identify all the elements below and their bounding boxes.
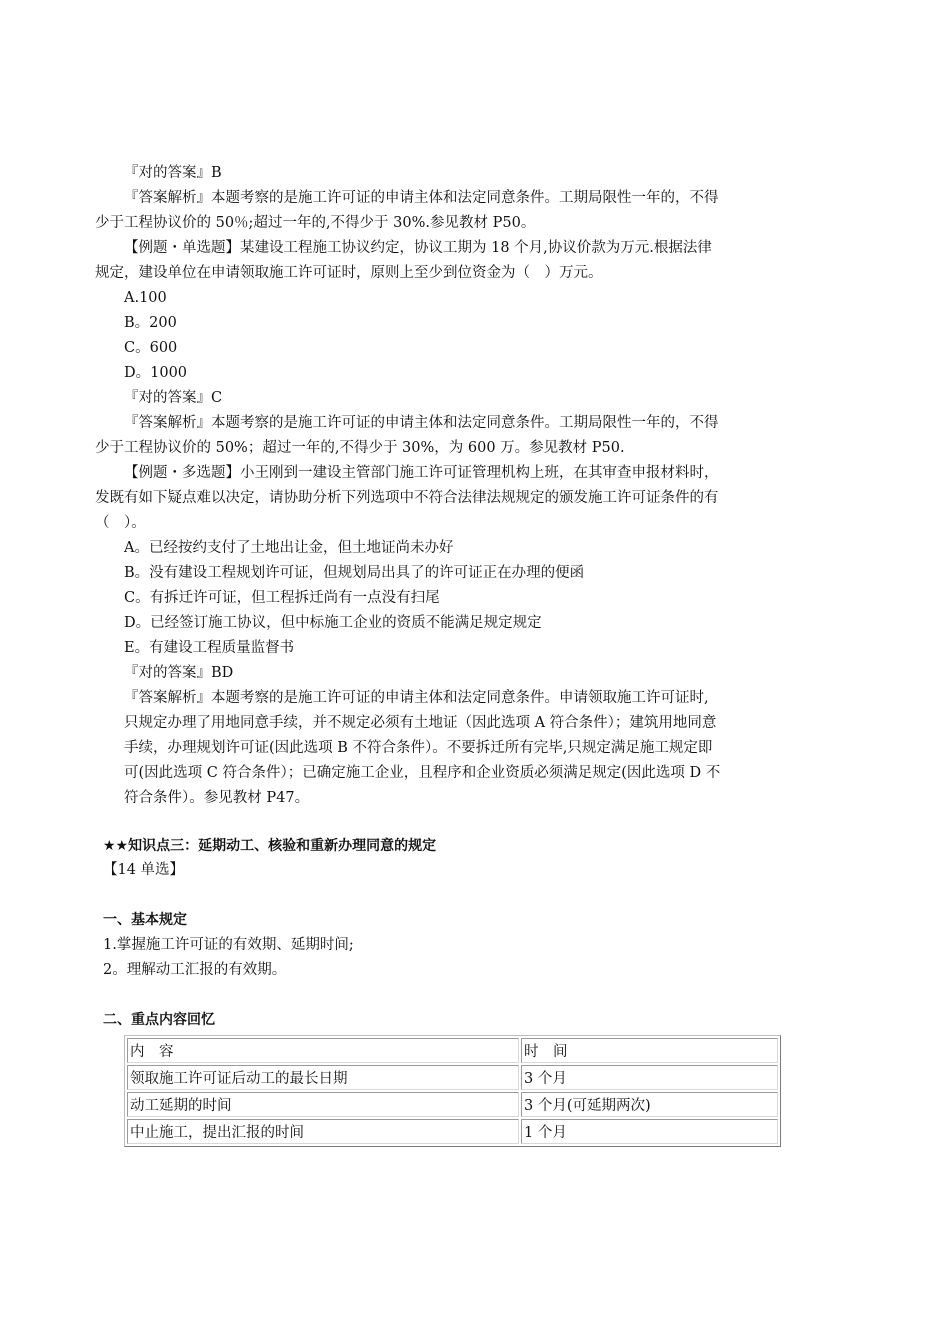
subsection-heading: 一、基本规定	[103, 912, 187, 928]
table-row	[127, 1092, 778, 1117]
option-a: A。已经按约支付了土地出让金，但土地证尚未办好	[124, 540, 454, 556]
option-e: E。有建设工程质量监督书	[124, 640, 295, 656]
option-c: C。600	[124, 340, 178, 356]
option-d: D。已经签订施工协议，但中标施工企业的资质不能满足规定规定	[124, 615, 542, 631]
section-heading: ★★知识点三：延期动工、核验和重新办理同意的规定	[103, 838, 437, 854]
table-header-row	[127, 1038, 778, 1063]
list-item: 1.掌握施工许可证的有效期、延期时间;	[103, 937, 354, 953]
analysis-line: 符合条件）。参见教材 P47。	[124, 790, 310, 806]
answer-label: 『对的答案』B	[124, 165, 222, 181]
option-c: C。有拆迁许可证，但工程拆迁尚有一点没有扫尾	[124, 590, 440, 606]
analysis-line: 『答案解析』本题考察的是施工许可证的申请主体和法定同意条件。工期局限性一年的，不得	[124, 415, 719, 431]
option-b: B。200	[124, 315, 177, 331]
analysis-line: 少于工程协议价的 50%；超过一年的,不得少于 30%，为 600 万。参见教材 P50.	[95, 440, 625, 456]
table-cell: 中止施工，提出汇报的时间	[127, 1119, 519, 1144]
table-cell: 动工延期的时间	[127, 1092, 519, 1117]
table-cell: 领取施工许可证后动工的最长日期	[127, 1065, 519, 1090]
question-line: 发既有如下疑点难以决定，请协助分析下列选项中不符合法律法规规定的颁发施工许可证条件的有	[95, 490, 719, 506]
analysis-line: 只规定办理了用地同意手续，并不规定必须有土地证（因此选项 A 符合条件）；建筑用地同意	[124, 715, 717, 731]
option-b: B。没有建设工程规划许可证，但规划局出具了的许可证正在办理的便函	[124, 565, 585, 581]
analysis-line: 可(因此选项 C 符合条件）；已确定施工企业，且程序和企业资质必须满足规定(因此选项 D 不	[124, 765, 721, 781]
question-line: 【例题・单选题】某建设工程施工协议约定，协议工期为 18 个月,协议价款为万元.根据法律	[124, 240, 712, 256]
table-header-cell: 内 容	[127, 1038, 519, 1063]
key-content-table	[124, 1035, 781, 1147]
analysis-line: 『答案解析』本题考察的是施工许可证的申请主体和法定同意条件。工期局限性一年的，不得	[124, 190, 719, 206]
analysis-line: 手续，办理规划许可证(因此选项 B 不符合条件）。不要拆迁所有完毕,只规定满足施工规定即	[124, 740, 713, 756]
table-cell: 3 个月(可延期两次)	[521, 1092, 778, 1117]
exam-tag: 【14 单选】	[103, 862, 185, 878]
answer-label: 『对的答案』C	[124, 390, 223, 406]
table-cell: 1 个月	[521, 1119, 778, 1144]
table-row	[127, 1119, 778, 1144]
question-line: 【例题・多选题】小王刚到一建设主管部门施工许可证管理机构上班，在其审查申报材料时，	[124, 465, 719, 481]
table-cell: 3 个月	[521, 1065, 778, 1090]
question-line: 规定，建设单位在申请领取施工许可证时，原则上至少到位资金为（ ）万元。	[95, 265, 603, 281]
question-line: （ ）。	[95, 515, 146, 531]
analysis-line: 『答案解析』本题考察的是施工许可证的申请主体和法定同意条件。申请领取施工许可证时,	[124, 690, 709, 706]
analysis-line: 少于工程协议价的 50％;超过一年的,不得少于 30%.参见教材 P50。	[95, 215, 536, 231]
table-row	[127, 1065, 778, 1090]
answer-label: 『对的答案』BD	[124, 665, 234, 681]
subsection-heading: 二、重点内容回忆	[103, 1012, 215, 1028]
option-d: D。1000	[124, 365, 188, 381]
list-item: 2。理解动工汇报的有效期。	[103, 962, 287, 978]
table-header-cell: 时 间	[521, 1038, 778, 1063]
option-a: A.100	[124, 290, 167, 306]
